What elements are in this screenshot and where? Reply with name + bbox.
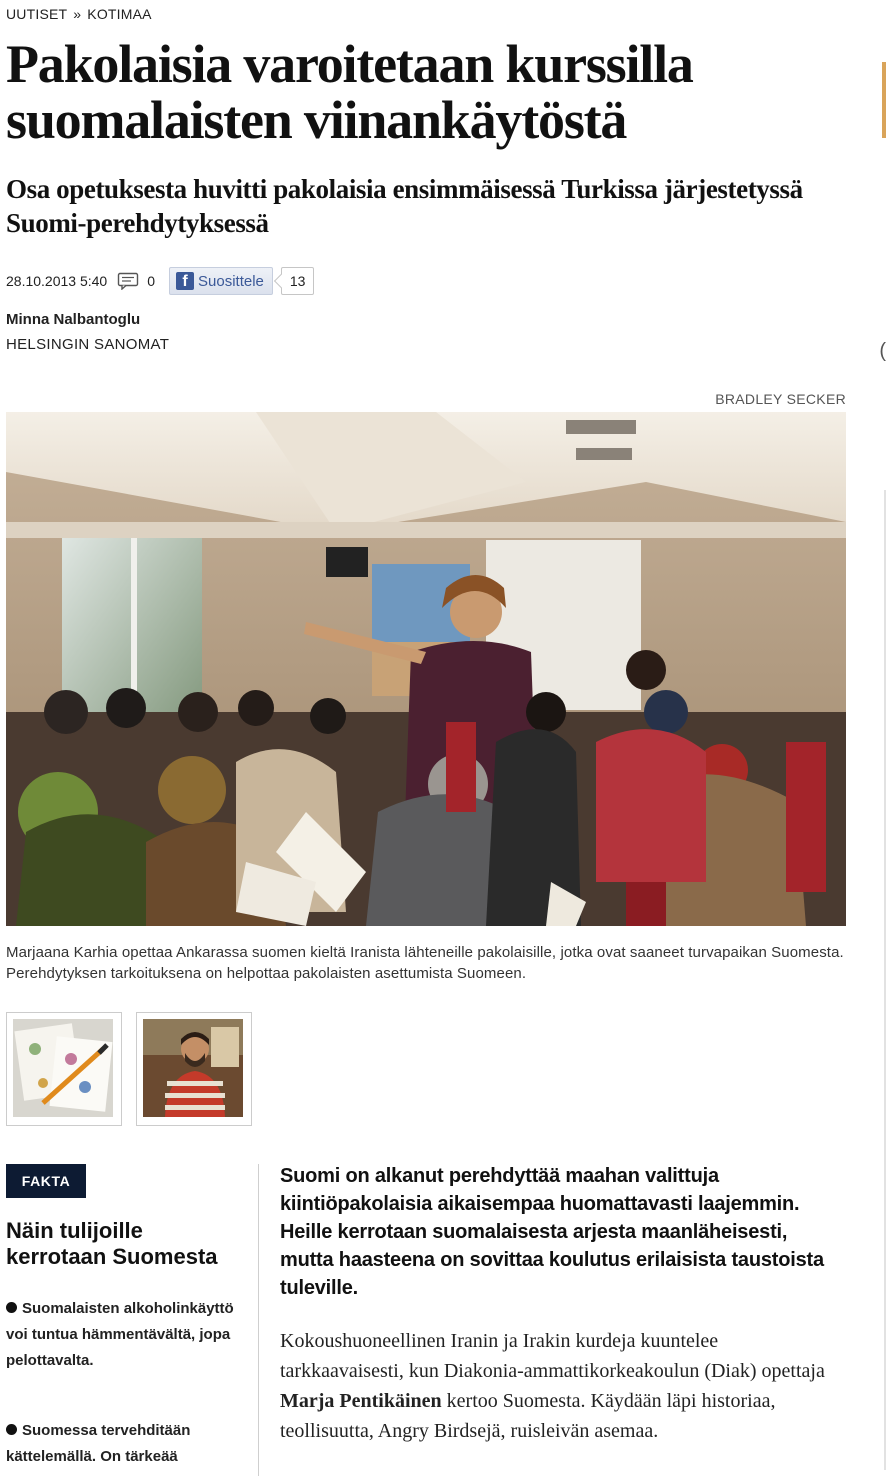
- gallery-thumbnail[interactable]: [136, 1012, 252, 1126]
- fakta-item: [6, 1418, 246, 1470]
- photo-credit: BRADLEY SECKER: [715, 391, 846, 407]
- article-title: Pakolaisia varoitetaan kurssilla suomalaisten viinankäytöstä: [6, 34, 693, 150]
- person-name: Marja Pentikäinen: [280, 1390, 442, 1412]
- breadcrumb-section-link[interactable]: UUTISET: [6, 6, 68, 22]
- thumbnail-worksheet-image: [13, 1019, 113, 1117]
- fakta-item-text: Suomessa tervehditään kättelemällä. On tärkeää: [6, 1422, 191, 1465]
- breadcrumb-subsection-link[interactable]: KOTIMAA: [87, 6, 152, 22]
- paragraph-text: kertoo Suomesta. Käydään läpi historiaa, teollisuutta, Angry Birdsejä, ruisleivän asemaa.: [280, 1390, 776, 1442]
- paragraph-text: Kokoushuoneellinen Iranin ja Irakin kurdeja kuuntelee tarkkaavaisesti, kun Diakonia-ammattikorkeakoulun (Diak) opettaja: [280, 1330, 825, 1382]
- author-name[interactable]: Minna Nalbantoglu: [6, 311, 141, 328]
- facebook-icon: f: [176, 272, 194, 290]
- publish-date: 28.10.2013 5:40: [6, 273, 108, 289]
- fakta-title: Näin tulijoille kerrotaan Suomesta: [6, 1218, 218, 1269]
- facebook-recommend-button[interactable]: [169, 267, 273, 295]
- facebook-recommend-label: Suosittele: [198, 272, 264, 290]
- article-paragraph: [280, 1326, 840, 1446]
- publication-name: HELSINGIN SANOMAT: [6, 336, 170, 353]
- side-ad-edge: [882, 62, 886, 138]
- bullet-icon: [6, 1302, 17, 1313]
- article-lead: Suomi on alkanut perehdyttää maahan valittuja kiintiöpakolaisia aikaisempaa huomattavasti laajemmin. Heille kerrotaan suomalaisesta arjesta maanläheisesti, mutta haasteena on sovittaa koulutus erilaisista taustoista tuleville.: [280, 1165, 824, 1299]
- fakta-badge: FAKTA: [6, 1164, 86, 1198]
- article-meta: [6, 267, 314, 295]
- facebook-recommend-count: 13: [281, 267, 315, 295]
- column-divider: [258, 1164, 259, 1476]
- fakta-item: [6, 1296, 246, 1374]
- photo-caption: Marjaana Karhia opettaa Ankarassa suomen kieltä Iranista lähteneille pakolaisille, jotka ovat saaneet turvapaikan Suomesta. Perehdytyksen tarkoituksena on helpottaa pakolaisten asettumista Suomeen.: [6, 944, 844, 982]
- side-column-fragment: (: [879, 340, 886, 362]
- main-photo[interactable]: [6, 412, 846, 926]
- breadcrumb-separator: »: [73, 6, 82, 22]
- gallery-thumbnail[interactable]: [6, 1012, 122, 1126]
- breadcrumb: [6, 6, 152, 22]
- thumbnail-portrait-image: [143, 1019, 243, 1117]
- fakta-item-text: Suomalaisten alkoholinkäyttö voi tuntua hämmentävältä, jopa pelottavalta.: [6, 1300, 234, 1369]
- comment-icon[interactable]: [117, 272, 139, 290]
- comment-count[interactable]: 0: [147, 273, 156, 289]
- article-subtitle: Osa opetuksesta huvitti pakolaisia ensimmäisessä Turkissa järjestetyssä Suomi-perehdytyksessä: [6, 174, 803, 238]
- bullet-icon: [6, 1424, 17, 1435]
